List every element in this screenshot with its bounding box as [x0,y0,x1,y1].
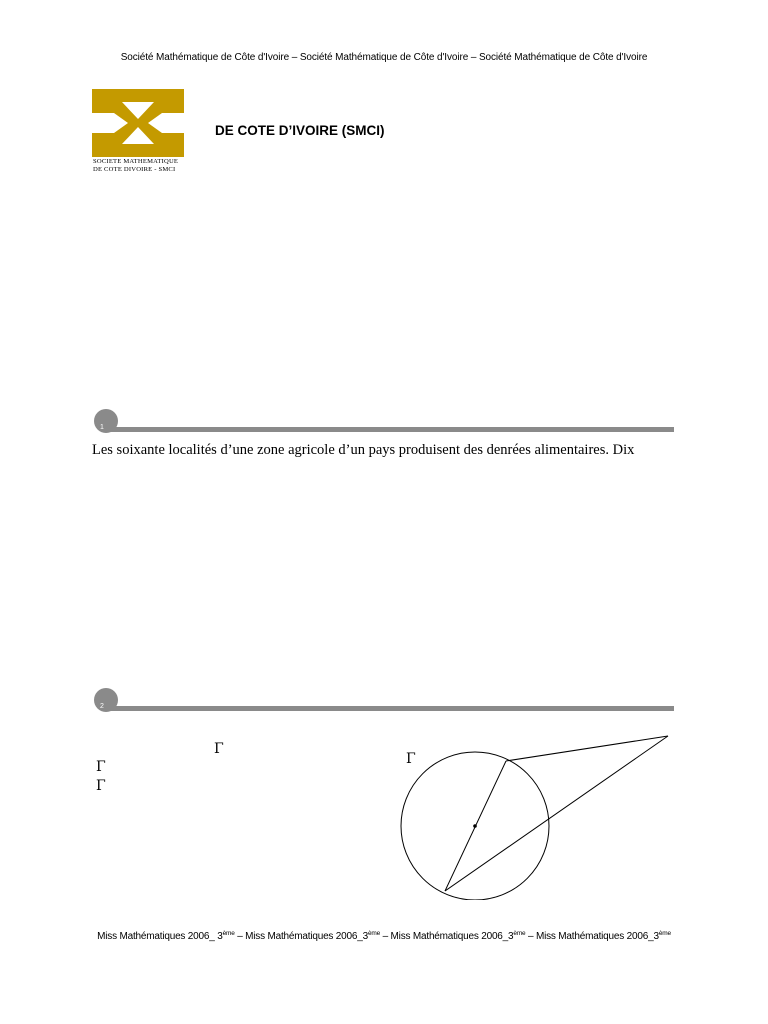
footer-part: – Miss Mathématiques 2006_3 [525,931,659,942]
section-2-rule [104,706,674,711]
logo-caption-line1: SOCIETE MATHEMATIQUE [93,158,179,165]
footer-part: – Miss Mathématiques 2006_3 [380,931,514,942]
section-1-number: 1 [100,424,104,431]
logo-block-top [92,89,184,102]
footer-sup: ème [222,930,235,937]
footer-sup: ème [367,930,381,937]
section-1-rule [104,427,674,432]
gamma-circle-label: Γ [406,751,416,767]
smci-logo [92,89,184,157]
gamma-symbol: Γ [214,741,224,757]
section-2-number: 2 [100,703,104,710]
geometry-figure [390,730,680,900]
tangent-line-upper [506,736,668,761]
gamma-symbol: Γ [96,759,106,775]
secant-line [445,736,668,891]
logo-block-bottom [92,144,184,157]
logo-caption-line2: DE COTE DIVOIRE - SMCI [93,166,176,173]
center-point [473,824,477,828]
document-title: DE COTE D’IVOIRE (SMCI) [215,123,385,138]
footer-part: Miss Mathématiques 2006_ 3 [97,931,223,942]
logo-caption [93,158,193,174]
footer-sup: ème [658,930,671,937]
running-header: Société Mathématique de Côte d'Ivoire – Société Mathématique de Côte d'Ivoire – Société Mathématique de Côte d'Ivoire [120,52,648,63]
logo-wedge-upper [92,102,184,144]
footer-part: – Miss Mathématiques 2006_3 [234,931,368,942]
footer-sup: ème [513,930,526,937]
section-1-text: Les soixante localités d’une zone agricole d’un pays produisent des denrées alimentaires. Dix [92,442,635,458]
gamma-symbol: Γ [96,778,106,794]
running-footer [0,930,768,942]
